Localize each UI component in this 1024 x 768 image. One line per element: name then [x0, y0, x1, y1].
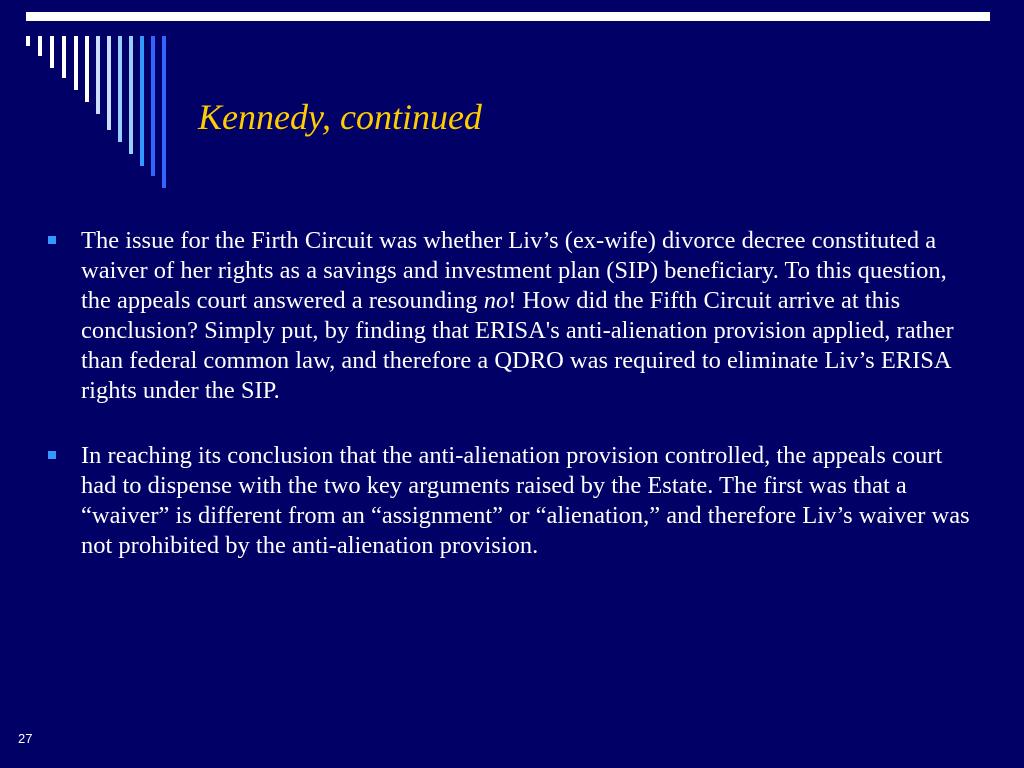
decorative-bar — [74, 36, 78, 90]
bullet-item — [48, 226, 978, 406]
slide-title: Kennedy, continued — [198, 97, 482, 137]
top-rule — [26, 12, 990, 21]
emphasis-text: no — [483, 287, 509, 314]
decorative-bar — [38, 36, 42, 56]
decorative-bar — [140, 36, 144, 166]
decorative-bar — [50, 36, 54, 68]
bullet-text: In reaching its conclusion that the anti-alienation provision controlled, the appeals court had to dispense with the two key arguments raised by the Estate. The first was that a “waiver” is different from an “assignment” or “alienation,” and therefore Liv’s waiver was not prohibited by the anti-alienation provision. — [81, 442, 970, 559]
decorative-bar — [26, 36, 30, 46]
decorative-bar — [96, 36, 100, 114]
decorative-bar — [129, 36, 133, 154]
decorative-bar — [118, 36, 122, 142]
decorative-bar — [62, 36, 66, 78]
page-number: 27 — [18, 731, 33, 746]
bullet-item — [48, 441, 978, 561]
decorative-bar — [85, 36, 89, 102]
square-bullet-icon — [48, 236, 56, 244]
bullet-text: The issue for the Firth Circuit was whether Liv’s (ex-wife) divorce decree constituted a waiver of her rights as a savings and investment plan (SIP) beneficiary. To this question, the appeals court answered a resounding — [81, 227, 947, 314]
square-bullet-icon — [48, 451, 56, 459]
bullet-text: ! How did the Fifth Circuit arrive at this conclusion? Simply put, by finding that ERISA's anti-alienation provision applied, rather than federal common law, and therefore a QDRO was required to eliminate Liv’s ERISA rights under the SIP. — [81, 287, 954, 404]
decorative-bar — [151, 36, 155, 176]
decorative-bar — [162, 36, 166, 188]
decorative-bar — [107, 36, 111, 130]
bullet-list — [48, 226, 978, 561]
